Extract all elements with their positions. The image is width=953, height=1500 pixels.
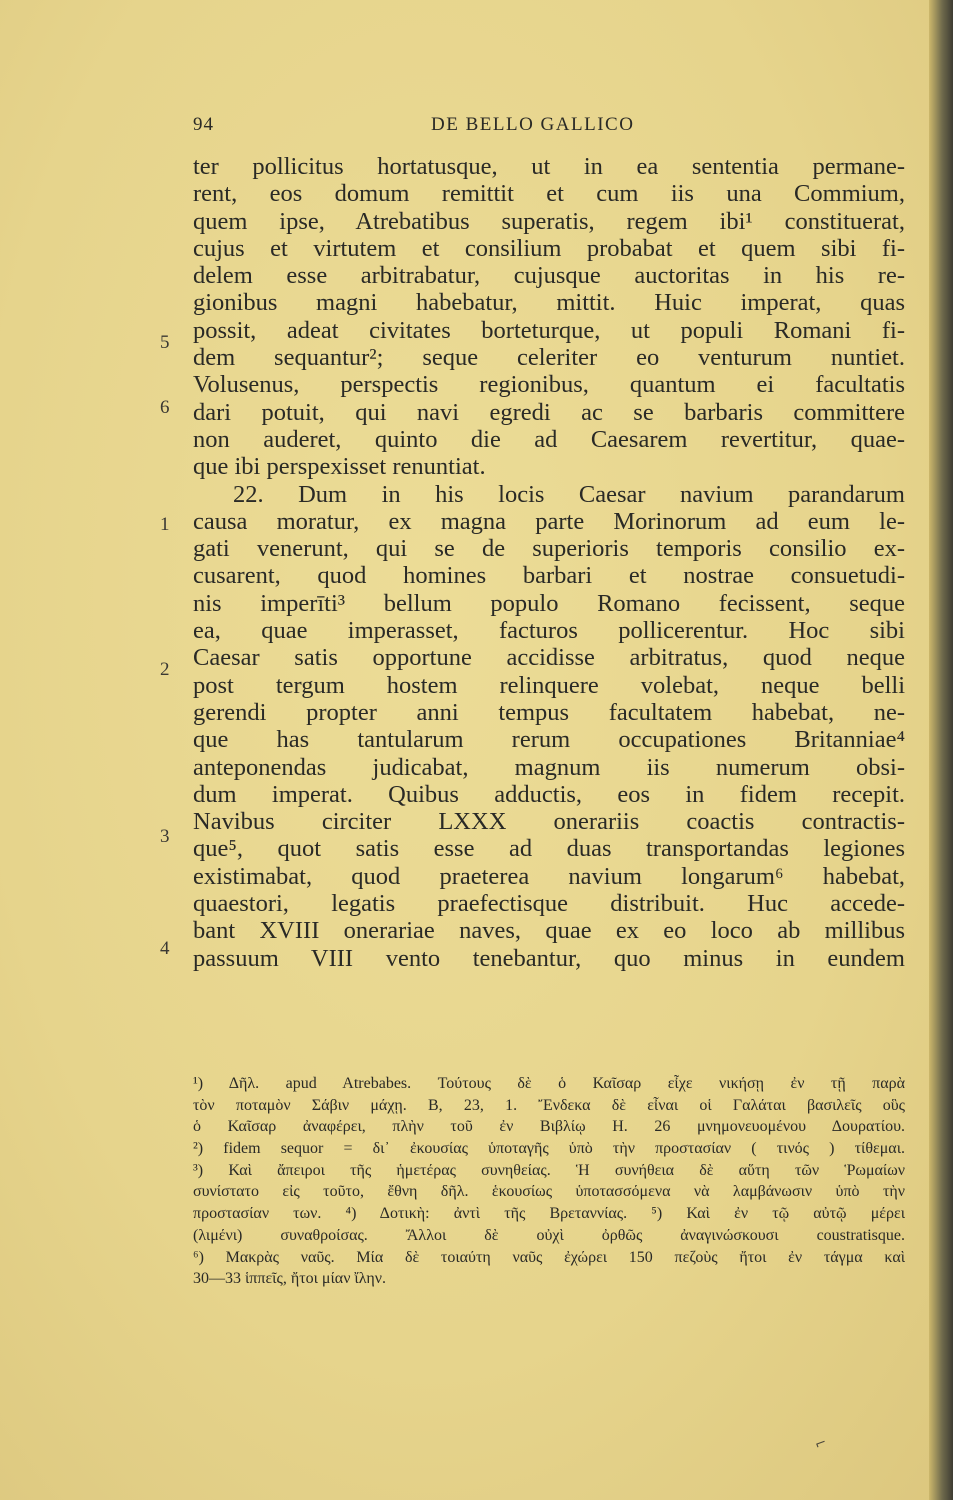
footnote-line: (λιμένι) συναθροίσας. Ἄλλοι δὲ οὐχὶ ὀρθῶς ἀναγινώσκουσι coustratisque. — [193, 1226, 905, 1244]
text-line: causa moratur, ex magna parte Morinorum ad eum le- — [193, 507, 905, 535]
margin-number: 1 — [160, 514, 170, 535]
text-line: Caesar satis opportune accidisse arbitratus, quod neque — [193, 644, 905, 672]
text-line: Navibus circiter LXXX onerariis coactis contractis- — [193, 808, 905, 836]
text-line: quaestori, legatis praefectisque distribuit. Huc accede- — [193, 890, 905, 918]
margin-number: 3 — [160, 826, 170, 847]
text-line: gati venerunt, qui se de superioris temporis consilio ex- — [193, 535, 905, 563]
text-line: Volusenus, perspectis regionibus, quantum ei facultatis — [193, 371, 905, 399]
footnote-line: συνίστατο εἰς τοῦτο, ἔθνη δῆλ. ἑκουσίως ὑποτασσόμενα νὰ λαμβάνωσιν ὑπὸ τὴν — [193, 1183, 905, 1201]
text-line: cusarent, quod homines barbari et nostrae consuetudi- — [193, 562, 905, 590]
text-line: que ibi perspexisset renuntiat. — [193, 453, 486, 481]
margin-number: 4 — [160, 938, 170, 959]
footnote-line: ⁶) Μακρὰς ναῦς. Μία δὲ τοιαύτη ναῦς ἐχώρει 150 πεζοὺς ἤτοι ἐν τάγμα καὶ — [193, 1248, 905, 1266]
text-line: cujus et virtutem et consilium probabat et quem sibi fi- — [193, 234, 905, 262]
text-line: quem ipse, Atrebatibus superatis, regem ibi¹ constituerat, — [193, 207, 905, 235]
margin-number: 5 — [160, 332, 170, 353]
text-line: gionibus magni habebatur, mittit. Huic imperat, quas — [193, 289, 905, 317]
text-line: possit, adeat civitates borteturque, ut populi Romani fi- — [193, 316, 905, 344]
text-line: non auderet, quinto die ad Caesarem revertitur, quae- — [193, 425, 905, 453]
main-text — [193, 153, 905, 972]
page-number: 94 — [193, 114, 214, 135]
pencil-mark: ⌐ — [812, 1434, 830, 1454]
margin-number: 2 — [160, 659, 170, 680]
text-line: dem sequantur²; seque celeriter eo venturum nuntiet. — [193, 344, 905, 372]
margin-number: 6 — [160, 397, 170, 418]
text-line: delem esse arbitrabatur, cujusque auctoritas in his re- — [193, 262, 905, 290]
text-line: post tergum hostem relinquere volebat, neque belli — [193, 671, 905, 699]
footnote-line: ¹) Δῆλ. apud Atrebabes. Τούτους δὲ ὁ Καῖσαρ εἶχε νικήσῃ ἐν τῇ παρὰ — [193, 1075, 905, 1092]
page-edge — [929, 0, 953, 1500]
running-header — [193, 114, 905, 140]
text-line: que⁵, quot satis esse ad duas transportandas legiones — [193, 835, 905, 863]
chapter-start-line: 22. Dum in his locis Caesar navium parandarum — [233, 480, 905, 508]
footnote-line: προστασίαν των. ⁴) Δοτικὴ: ἀντὶ τῆς Βρεταννίας. ⁵) Καὶ ἐν τῷ αὐτῷ μέρει — [193, 1205, 905, 1223]
text-line: existimabat, quod praeterea navium longarum⁶ habebat, — [193, 862, 905, 890]
text-line: anteponendas judicabat, magnum iis numerum obsi- — [193, 753, 905, 781]
footnotes — [193, 1073, 905, 1290]
text-line: que has tantularum rerum occupationes Britanniae⁴ — [193, 726, 905, 754]
text-line: dum imperat. Quibus adductis, eos in fidem recepit. — [193, 780, 905, 808]
footnote-line: ²) fidem sequor = δι᾽ ἐκουσίας ὑποταγῆς ὑπὸ τὴν προστασίαν ( τινός ) τίθεμαι. — [193, 1140, 905, 1158]
footnote-line: ³) Καὶ ἄπειροι τῆς ἡμετέρας συνηθείας. Ἡ συνήθεια δὲ αὕτη τῶν Ῥωμαίων — [193, 1161, 905, 1179]
text-line: rent, eos domum remittit et cum iis una Commium, — [193, 180, 905, 208]
text-line: ea, quae imperasset, facturos pollicerentur. Hoc sibi — [193, 617, 905, 645]
text-line: dari potuit, qui navi egredi ac se barbaris committere — [193, 398, 905, 426]
text-line: ter pollicitus hortatusque, ut in ea sententia permane- — [193, 153, 905, 180]
footnote-line: 30—33 ἱππεῖς, ἤτοι μίαν ἴλην. — [193, 1270, 386, 1288]
running-title: DE BELLO GALLICO — [431, 114, 635, 135]
footnote-line: τὸν ποταμὸν Σάβιν μάχῃ. B, 23, 1. Ἔνδεκα δὲ εἶναι οἱ Γαλάται βασιλεῖς οὓς — [193, 1096, 905, 1114]
text-line: gerendi propter anni tempus facultatem habebat, ne- — [193, 698, 905, 726]
footnote-line: ὁ Καῖσαρ ἀναφέρει, πλὴν τοῦ ἐν Βιβλίῳ Η. 26 μνημονευομένου Δουρατίου. — [193, 1118, 905, 1136]
text-line: bant XVIII onerariae naves, quae ex eo loco ab millibus — [193, 917, 905, 945]
text-line: nis imperīti³ bellum populo Romano fecissent, seque — [193, 589, 905, 617]
text-line: passuum VIII vento tenebantur, quo minus in eundem — [193, 944, 905, 972]
